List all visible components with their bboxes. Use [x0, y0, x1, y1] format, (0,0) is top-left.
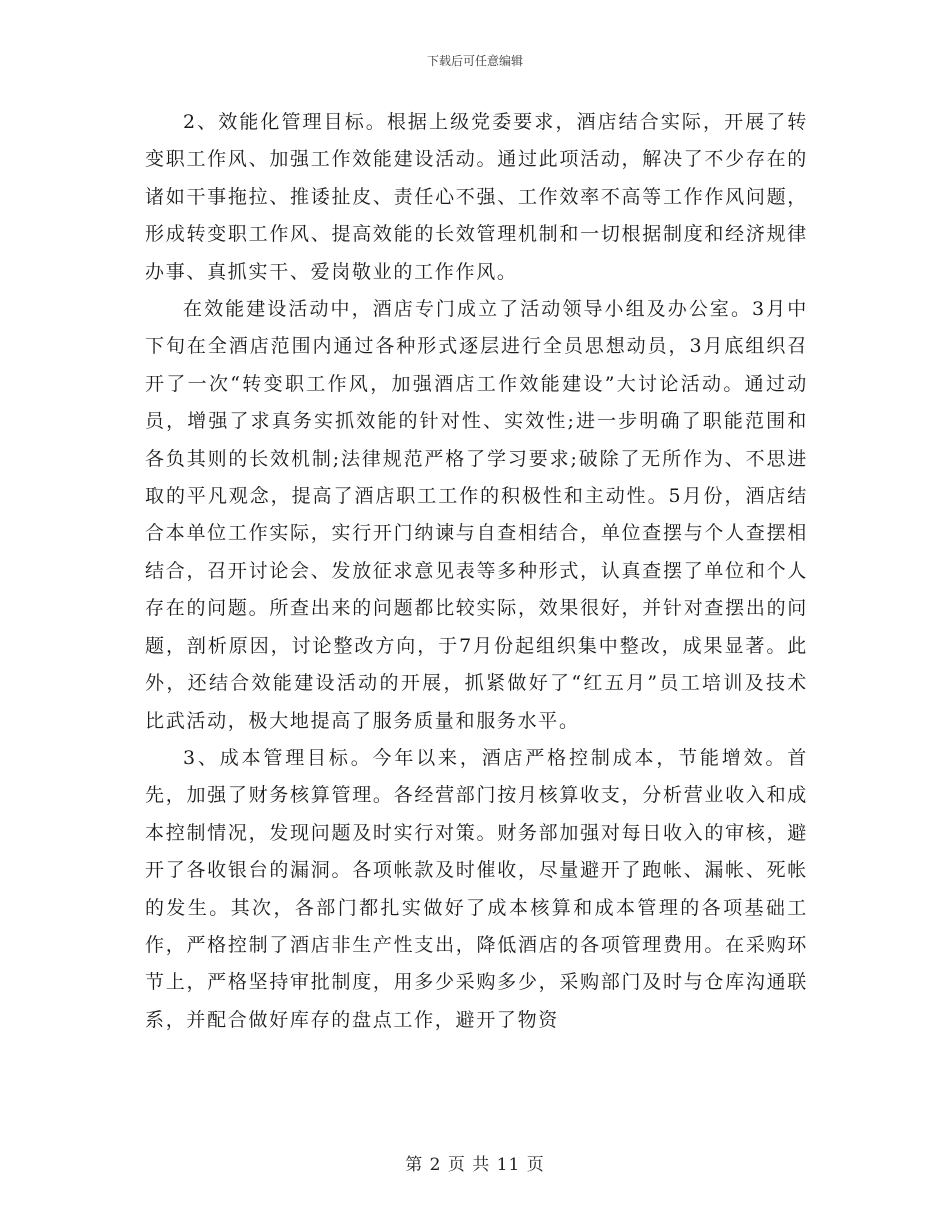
page-number-footer: 第 2 页 共 11 页 — [405, 1155, 545, 1175]
page-header: 下载后可任意编辑 — [426, 54, 523, 68]
paragraph-efficiency-campaign: 在效能建设活动中，酒店专门成立了活动领导小组及办公室。3月中下旬在全酒店范围内通过各种形式逐层进行全员思想动员，3月底组织召开了一次“转变职工作风，加强酒店工作效能建设”大讨论活动。通过动员，增强了求真务实抓效能的针对性、实效性;进一步明确了职能范围和各负其则的长效机制;法律规范严格了学习要求;破除了无所作为、不思进取的平凡观念，提高了酒店职工工作的积极性和主动性。5月份，酒店结合本单位工作实际，实行开门纳谏与自查相结合，单位查摆与个人查摆相结合，召开讨论会、发放征求意见表等多种形式，认真查摆了单位和个人存在的问题。所查出来的问题都比较实际，效果很好，并针对查摆出的问题，剖析原因，讨论整改方向，于7月份起组织集中整改，成果显著。此外，还结合效能建设活动的开展，抓紧做好了“红五月”员工培训及技术比武活动，极大地提高了服务质量和服务水平。 — [145, 298, 808, 732]
document-body — [145, 104, 808, 1039]
paragraph-cost-management: 3、成本管理目标。今年以来，酒店严格控制成本，节能增效。首先，加强了财务核算管理。各经营部门按月核算收支，分析营业收入和成本控制情况，发现问题及时实行对策。财务部加强对每日收入的审核，避开了各收银台的漏洞。各项帐款及时催收，尽量避开了跑帐、漏帐、死帐的发生。其次，各部门都扎实做好了成本核算和成本管理的各项基础工作，严格控制了酒店非生产性支出，降低酒店的各项管理费用。在采购环节上，严格坚持审批制度，用多少采购多少，采购部门及时与仓库沟通联系，并配合做好库存的盘点工作，避开了物资 — [145, 746, 808, 1031]
paragraph-efficiency-management: 2、效能化管理目标。根据上级党委要求，酒店结合实际，开展了转变职工作风、加强工作效能建设活动。通过此项活动，解决了不少存在的诸如干事拖拉、推诿扯皮、责任心不强、工作效率不高等工作作风问题，形成转变职工作风、提高效能的长效管理机制和一切根据制度和经济规律办事、真抓实干、爱岗敬业的工作作风。 — [145, 111, 808, 283]
